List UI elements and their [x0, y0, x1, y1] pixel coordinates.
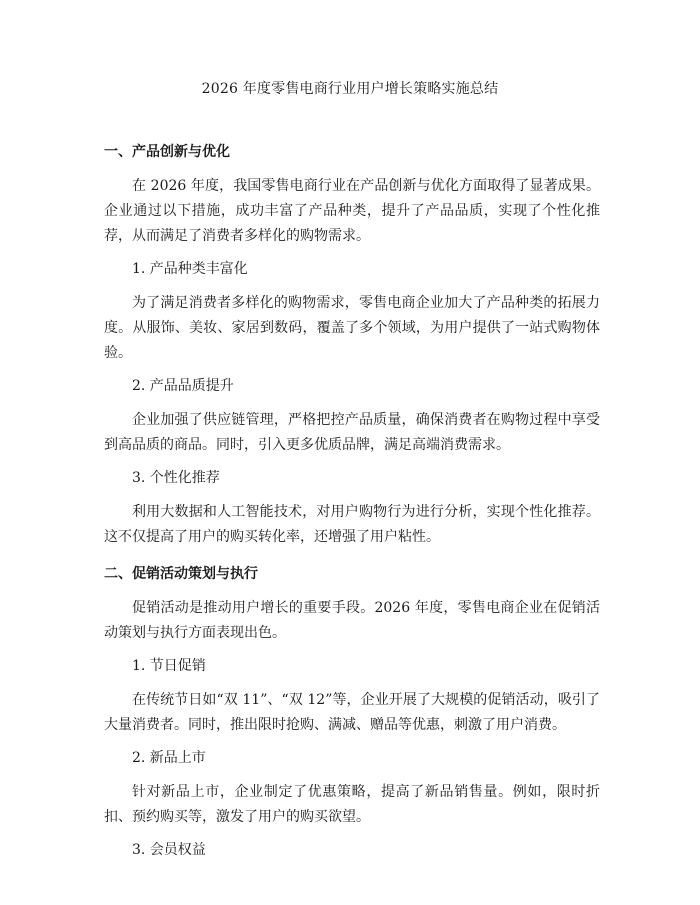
subsection-text: 企业加强了供应链管理，严格把控产品质量，确保消费者在购物过程中享受到高品质的商品。同时，引入更多优质品牌，满足高端消费需求。: [104, 412, 600, 453]
subsection-label: 2. 新品上市: [132, 750, 206, 766]
section-heading: 二、促销活动策划与执行: [104, 566, 258, 582]
subsection-label: 1. 节日促销: [132, 658, 206, 674]
subsection-label: 1. 产品种类丰富化: [132, 261, 248, 277]
subsection-label: 3. 会员权益: [132, 842, 206, 858]
subsection-text: 为了满足消费者多样化的购物需求，零售电商企业加大了产品种类的拓展力度。从服饰、美妆、家居到数码，覆盖了多个领域，为用户提供了一站式购物体验。: [104, 295, 600, 361]
section-intro: 促销活动是推动用户增长的重要手段。2026 年度，零售电商企业在促销活动策划与执行方面表现出色。: [104, 600, 600, 641]
subsection-text: 在传统节日如“双 11”、“双 12”等，企业开展了大规模的促销活动，吸引了大量消费者。同时，推出限时抢购、满减、赠品等优惠，刺激了用户消费。: [104, 692, 600, 733]
subsection-label: 3. 个性化推荐: [132, 470, 220, 486]
section-intro: 在 2026 年度，我国零售电商行业在产品创新与优化方面取得了显著成果。企业通过以下措施，成功丰富了产品种类，提升了产品品质，实现了个性化推荐，从而满足了消费者多样化的购物需求。: [104, 178, 600, 244]
subsection-text: 针对新品上市，企业制定了优惠策略，提高了新品销售量。例如，限时折扣、预约购买等，激发了用户的购买欲望。: [104, 784, 600, 825]
document-title: 2026 年度零售电商行业用户增长策略实施总结: [201, 81, 499, 97]
subsection-text: 利用大数据和人工智能技术，对用户购物行为进行分析，实现个性化推荐。这不仅提高了用户的购买转化率，还增强了用户粘性。: [104, 504, 600, 545]
subsection-label: 2. 产品品质提升: [132, 378, 234, 394]
section-heading: 一、产品创新与优化: [104, 144, 230, 160]
document-body: [104, 140, 600, 872]
